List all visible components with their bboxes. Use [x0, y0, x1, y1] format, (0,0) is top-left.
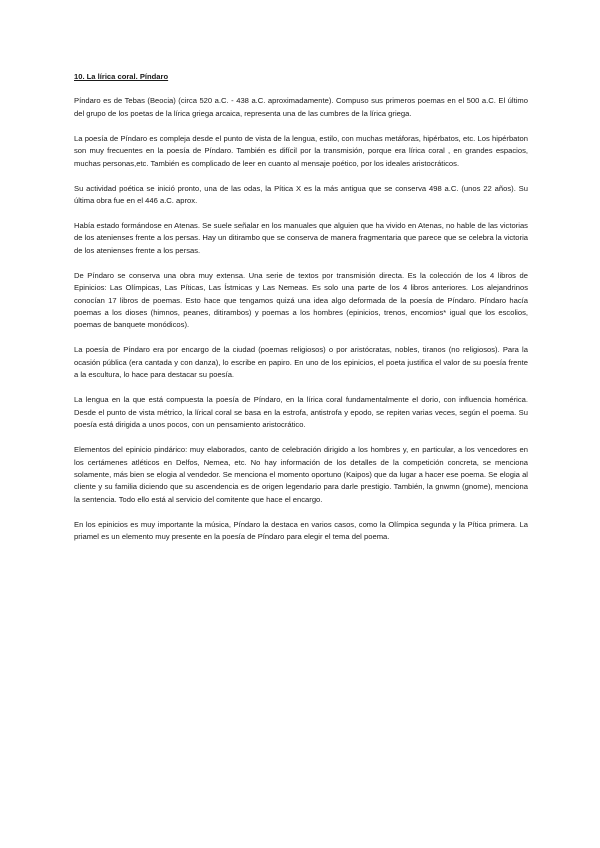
paragraph-activity: Su actividad poética se inició pronto, una de las odas, la Pítica X es la más antigua que se conserva 498 a.C. (unos 22 años). Su última obra fue en el 446 a.C. aprox.: [74, 183, 528, 206]
paragraph-language: La lengua en la que está compuesta la poesía de Píndaro, en la lírica coral fundamentalmente el dorio, con influencia homérica. Desde el punto de vista métrico, la lírical coral se basa en la estrofa, antistrofa y epodo, se repiten varias veces, según el poema. Su poesía está dirigida a unos pocos, con un pensamiento aristocrático.: [74, 395, 528, 430]
paragraph-epinicio-elements: Elementos del epinicio pindárico: muy elaborados, canto de celebración dirigido a los hombres y, en particular, a los vencedores en los certámenes atléticos en Delfos, Nemea, etc. No hay información de los detalles de la competición concreta, se menciona solamente, más bien se elogia al vendedor. Se menciona el momento oportuno (Kaipos) que da lugar a hacer ese poema. Se elogia al cliente y su familia diciendo que su ascendencia es de origen legendario para darle prestigio. También, la gnwmn (gnome), menciona la sentencia. Todo ello está al servicio del comitente que hace el encargo.: [74, 445, 528, 504]
section-heading: 10. La lírica coral. Píndaro: [74, 72, 169, 81]
paragraph-works: De Píndaro se conserva una obra muy extensa. Una serie de textos por transmisión directa. Es la colección de los 4 libros de Epinicios: Las Olímpicas, Las Píticas, Las Ístmicas y Las Nemeas. Es solo una parte de los 4 libros anteriores. Los alejandrinos conocían 17 libros de poemas. Esto hace que tengamos quizá una idea algo deformada de la poesía de Píndaro. Píndaro hacía poemas a los dioses (himnos, peanes, ditirambos) y poemas a los hombres (epinicios, trenos, encomios* igual que los escolios, poemas de banquete monódicos).: [74, 270, 528, 330]
paragraph-style: La poesía de Píndaro es compleja desde el punto de vista de la lengua, estilo, con muchas metáforas, hipérbatos, etc. Los hipérbaton son muy frecuentes en la poesía de Píndaro. También es difícil por la transmisión, porque era lírica coral , en grandes espacios, muchas personas,etc. También es complicado de leer en cuanto al mensaje poético, por los ideales aristocráticos.: [74, 133, 528, 168]
paragraph-athens: Había estado formándose en Atenas. Se suele señalar en los manuales que alguien que ha vivido en Atenas, no hable de las victorias de los atenienses frente a los persas. Hay un ditirambo que se conserva de manera fragmentaria que parece que se celebra la victoria de los atenienses frente a los persas.: [74, 221, 528, 255]
paragraph-music: En los epinicios es muy importante la música, Píndaro la destaca en varios casos, como la Olímpica segunda y la Pítica primera. La priamel es un elemento muy presente en la poesía de Píndaro para elegir el tema del poema.: [74, 519, 528, 542]
paragraph-origins: Píndaro es de Tebas (Beocia) (circa 520 a.C. - 438 a.C. aproximadamente). Compuso sus primeros poemas en el 500 a.C. El último del grupo de los poetas de la lírica griega arcaica, representa una de las cumbres de la lírica griega.: [74, 96, 528, 118]
paragraph-commission: La poesía de Píndaro era por encargo de la ciudad (poemas religiosos) o por aristócratas, nobles, tiranos (no religiosos). Para la ocasión pública (era cantada y con danza), lo escribe en papiro. En uno de los epinicios, el poeta justifica el valor de su poesía frente a la escultura, lo hace para destacar su poesía.: [74, 345, 528, 380]
document-page: [74, 71, 528, 556]
